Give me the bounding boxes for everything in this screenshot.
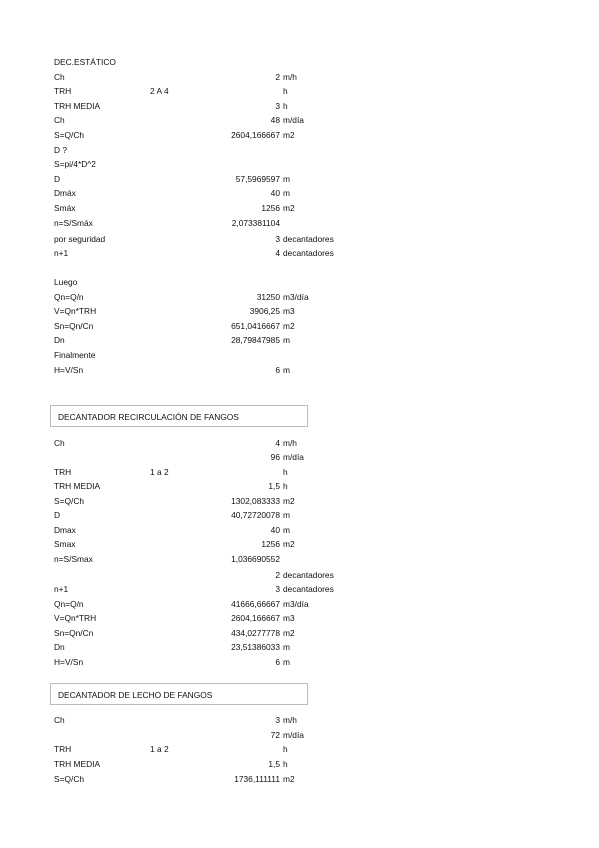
cell-c4: h	[283, 101, 288, 111]
cell-c2: 2 A 4	[150, 86, 169, 96]
cell-c1: TRH	[54, 467, 72, 477]
cell-c1: D	[54, 174, 61, 184]
cell-c1: Ch	[54, 715, 65, 725]
sheet-row	[0, 99, 599, 113]
cell-c1: Ch	[54, 438, 65, 448]
cell-c4: m2	[283, 321, 295, 331]
cell-c4: m	[283, 657, 290, 667]
cell-c2: 1 a 2	[150, 467, 169, 477]
cell-c3: 4	[275, 248, 280, 258]
cell-c1: n+1	[54, 248, 69, 258]
sheet-row	[0, 113, 599, 127]
sheet-row	[0, 290, 599, 304]
sheet-row	[0, 128, 599, 142]
sheet-row	[0, 436, 599, 450]
sheet-row	[0, 523, 599, 537]
sheet-row	[0, 143, 599, 157]
section-box-lecho	[50, 683, 308, 705]
sheet-row	[0, 582, 599, 596]
cell-c4: h	[283, 759, 288, 769]
sheet-row	[0, 772, 599, 786]
sheet-row	[0, 319, 599, 333]
cell-c3: 2604,166667	[231, 130, 280, 140]
cell-c3: 2,073381104	[231, 218, 280, 228]
cell-c3: 1736,111111	[234, 774, 280, 784]
cell-c1: n=S/Smáx	[54, 218, 93, 228]
sheet-row	[0, 465, 599, 479]
cell-c3: 2	[275, 72, 280, 82]
sheet-row	[0, 713, 599, 727]
cell-c1: V=Qn*TRH	[54, 306, 97, 316]
cell-c1: n=S/Smax	[54, 554, 93, 564]
cell-c3: 6	[275, 657, 280, 667]
sheet-row	[0, 201, 599, 215]
cell-c4: m3/día	[283, 599, 309, 609]
sheet-row	[0, 508, 599, 522]
cell-c1: Luego	[54, 277, 78, 287]
cell-c3: 1256	[261, 203, 280, 213]
sheet-row	[0, 232, 599, 246]
cell-c2: 1 a 2	[150, 744, 169, 754]
cell-c1: H=V/Sn	[54, 657, 84, 667]
sheet-row	[0, 568, 599, 582]
cell-c4: m	[283, 174, 290, 184]
sheet-row	[0, 728, 599, 742]
cell-c1: S=Q/Ch	[54, 774, 85, 784]
cell-c3: 1,036690552	[231, 554, 280, 564]
cell-c1: Finalmente	[54, 350, 96, 360]
sheet-row	[0, 70, 599, 84]
cell-c4: m/día	[283, 115, 304, 125]
cell-c3: 57,5969597	[235, 174, 280, 184]
cell-c4: h	[283, 481, 288, 491]
section-title: DECANTADOR DE LECHO DE FANGOS	[58, 690, 213, 700]
sheet-row	[0, 55, 599, 69]
cell-c4: m3/día	[283, 292, 309, 302]
sheet-row	[0, 757, 599, 771]
cell-c1: V=Qn*TRH	[54, 613, 97, 623]
cell-c4: m3	[283, 613, 295, 623]
sheet-row	[0, 597, 599, 611]
cell-c1: S=pi/4*D^2	[54, 159, 96, 169]
sheet-row	[0, 640, 599, 654]
cell-c3: 1,5	[268, 481, 280, 491]
cell-c4: m/día	[283, 452, 304, 462]
cell-c3: 651,0416667	[231, 321, 280, 331]
cell-c4: m	[283, 365, 290, 375]
cell-c3: 1,5	[268, 759, 280, 769]
cell-c4: m	[283, 510, 290, 520]
cell-c3: 4	[275, 438, 280, 448]
cell-c3: 2	[275, 570, 280, 580]
sheet-row	[0, 84, 599, 98]
cell-c3: 48	[270, 115, 280, 125]
cell-c3: 28,79847985	[231, 335, 280, 345]
cell-c1: n+1	[54, 584, 69, 594]
sheet-row	[0, 304, 599, 318]
cell-c1: Dmax	[54, 525, 76, 535]
cell-c3: 1256	[261, 539, 280, 549]
cell-c4: decantadores	[283, 584, 334, 594]
cell-c1: TRH MEDIA	[54, 481, 101, 491]
cell-c3: 6	[275, 365, 280, 375]
cell-c4: h	[283, 467, 288, 477]
cell-c1: S=Q/Ch	[54, 130, 85, 140]
cell-c3: 31250	[256, 292, 280, 302]
cell-c4: m2	[283, 496, 295, 506]
cell-c1: D ?	[54, 145, 68, 155]
cell-c3: 3	[275, 234, 280, 244]
cell-c3: 41666,66667	[231, 599, 280, 609]
cell-c1: Sn=Qn/Cn	[54, 628, 94, 638]
section-title: DECANTADOR RECIRCULACIÓN DE FANGOS	[58, 412, 239, 422]
sheet-row	[0, 363, 599, 377]
cell-c3: 40	[270, 525, 280, 535]
cell-c3: 23,51386033	[231, 642, 280, 652]
cell-c1: por seguridad	[54, 234, 106, 244]
sheet-row	[0, 655, 599, 669]
cell-c4: m	[283, 335, 290, 345]
cell-c4: m2	[283, 774, 295, 784]
cell-c4: m/h	[283, 715, 297, 725]
cell-c3: 1302,083333	[231, 496, 280, 506]
cell-c4: m	[283, 642, 290, 652]
cell-c3: 40,72720078	[231, 510, 280, 520]
cell-c1: TRH	[54, 744, 72, 754]
sheet-row	[0, 333, 599, 347]
sheet-row	[0, 348, 599, 362]
sheet-row	[0, 742, 599, 756]
cell-c4: m3	[283, 306, 295, 316]
cell-c1: TRH	[54, 86, 72, 96]
cell-c1: TRH MEDIA	[54, 759, 101, 769]
section-box-recirculacion	[50, 405, 308, 427]
sheet-row	[0, 479, 599, 493]
sheet-row	[0, 186, 599, 200]
cell-c4: h	[283, 86, 288, 96]
cell-c1: Dn	[54, 335, 65, 345]
cell-c1: DEC.ESTÁTICO	[54, 57, 116, 67]
cell-c4: m2	[283, 628, 295, 638]
cell-c4: m2	[283, 539, 295, 549]
cell-c1: D	[54, 510, 61, 520]
cell-c1: Smax	[54, 539, 76, 549]
cell-c1: Smáx	[54, 203, 76, 213]
cell-c1: Ch	[54, 115, 65, 125]
cell-c3: 96	[270, 452, 280, 462]
cell-c4: m	[283, 525, 290, 535]
cell-c3: 3906,25	[249, 306, 280, 316]
sheet-row	[0, 611, 599, 625]
cell-c4: decantadores	[283, 234, 334, 244]
cell-c1: Qn=Q/n	[54, 292, 84, 302]
cell-c4: m/h	[283, 438, 297, 448]
cell-c3: 72	[270, 730, 280, 740]
sheet-row	[0, 494, 599, 508]
cell-c1: H=V/Sn	[54, 365, 84, 375]
cell-c3: 40	[270, 188, 280, 198]
cell-c1: Sn=Qn/Cn	[54, 321, 94, 331]
cell-c4: m/h	[283, 72, 297, 82]
cell-c3: 2604,166667	[231, 613, 280, 623]
cell-c3: 3	[275, 584, 280, 594]
cell-c1: TRH MEDIA	[54, 101, 101, 111]
cell-c4: m2	[283, 130, 295, 140]
cell-c4: decantadores	[283, 248, 334, 258]
sheet-row	[0, 157, 599, 171]
cell-c1: Ch	[54, 72, 65, 82]
sheet-row	[0, 216, 599, 230]
sheet-row	[0, 537, 599, 551]
cell-c4: decantadores	[283, 570, 334, 580]
cell-c3: 3	[275, 715, 280, 725]
cell-c1: Qn=Q/n	[54, 599, 84, 609]
cell-c4: m	[283, 188, 290, 198]
sheet-row	[0, 450, 599, 464]
sheet-row	[0, 626, 599, 640]
cell-c3: 3	[275, 101, 280, 111]
sheet-row	[0, 172, 599, 186]
cell-c3: 434,0277778	[231, 628, 280, 638]
sheet-row	[0, 275, 599, 289]
cell-c4: m/día	[283, 730, 304, 740]
sheet-row	[0, 246, 599, 260]
sheet-row	[0, 552, 599, 566]
cell-c1: Dn	[54, 642, 65, 652]
cell-c1: S=Q/Ch	[54, 496, 85, 506]
cell-c4: m2	[283, 203, 295, 213]
cell-c1: Dmáx	[54, 188, 76, 198]
cell-c4: h	[283, 744, 288, 754]
